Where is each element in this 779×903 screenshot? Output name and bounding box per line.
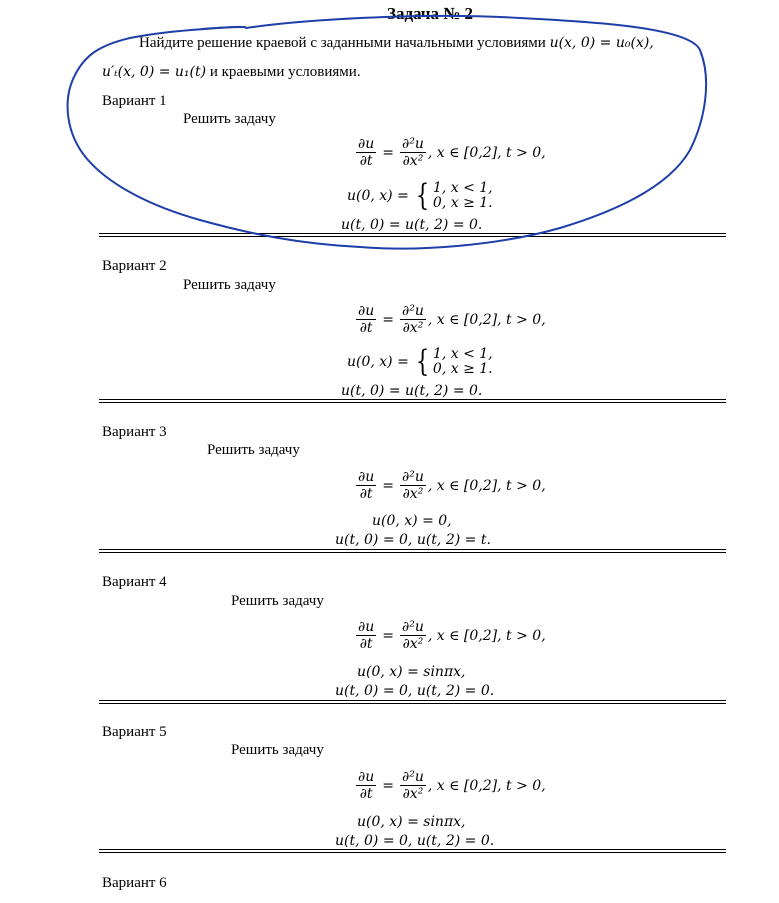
- variant-1-initial-condition: u(0, x) = { 1, x < 1, 0, x ≥ 1.: [347, 178, 493, 213]
- variant-4-label: Вариант 4: [102, 574, 167, 590]
- variant-3-pde: $\frac{\partial u}{\partial t}$ = $\frac{\text{∂²u}}{\text{∂x²}}$ , x ∈ [0,2], t > 0,: [358, 469, 546, 502]
- variant-5-solve: Решить задачу: [231, 742, 324, 758]
- variant-3-boundary-condition: u(t, 0) = 0, u(t, 2) = t.: [335, 532, 491, 548]
- variant-1-label: Вариант 1: [102, 93, 167, 109]
- variant-2-solve: Решить задачу: [183, 277, 276, 293]
- variant-1-solve: Решить задачу: [183, 111, 276, 127]
- statement-text-boundary: и краевыми условиями.: [209, 64, 361, 80]
- variant-3-initial-condition: u(0, x) = 0,: [372, 513, 452, 529]
- variant-4-boundary-condition: u(t, 0) = 0, u(t, 2) = 0.: [335, 683, 495, 699]
- variant-5-label: Вариант 5: [102, 724, 167, 740]
- variant-1-pde: $\frac{\partial u}{\partial t}$ = $\frac{\text{∂²u}}{\text{∂x²}}$ , x ∈ [0,2], t > 0,: [358, 136, 546, 169]
- variant-2-initial-condition: u(0, x) = { 1, x < 1, 0, x ≥ 1.: [347, 344, 493, 379]
- variant-4-initial-condition: u(0, x) = sinπx,: [357, 664, 466, 680]
- statement-text: Найдите решение краевой с заданными начальными условиями: [139, 35, 546, 51]
- variant-5-boundary-condition: u(t, 0) = 0, u(t, 2) = 0.: [335, 833, 495, 849]
- variant-3-solve: Решить задачу: [207, 442, 300, 458]
- variant-3-label: Вариант 3: [102, 424, 167, 440]
- variant-5-pde: $\frac{\partial u}{\partial t}$ = $\frac{\text{∂²u}}{\text{∂x²}}$ , x ∈ [0,2], t > 0,: [358, 769, 546, 802]
- variant-6-label: Вариант 6: [102, 875, 167, 891]
- variant-2-label: Вариант 2: [102, 258, 167, 274]
- variant-5-initial-condition: u(0, x) = sinπx,: [357, 814, 466, 830]
- variant-2-pde: $\frac{\partial u}{\partial t}$ = $\frac{\text{∂²u}}{\text{∂x²}}$ , x ∈ [0,2], t > 0,: [358, 303, 546, 336]
- statement-math-initial-u0: u(x, 0) = u₀(x),: [549, 35, 654, 51]
- variant-4-solve: Решить задачу: [231, 593, 324, 609]
- variant-4-pde: $\frac{\partial u}{\partial t}$ = $\frac{\text{∂²u}}{\text{∂x²}}$ , x ∈ [0,2], t > 0,: [358, 619, 546, 652]
- variant-2-boundary-condition: u(t, 0) = u(t, 2) = 0.: [341, 383, 483, 399]
- variant-1-boundary-condition: u(t, 0) = u(t, 2) = 0.: [341, 217, 483, 233]
- task-title: Задача № 2: [386, 4, 474, 23]
- statement-math-initial-u1: u′ₜ(x, 0) = u₁(t): [102, 64, 207, 80]
